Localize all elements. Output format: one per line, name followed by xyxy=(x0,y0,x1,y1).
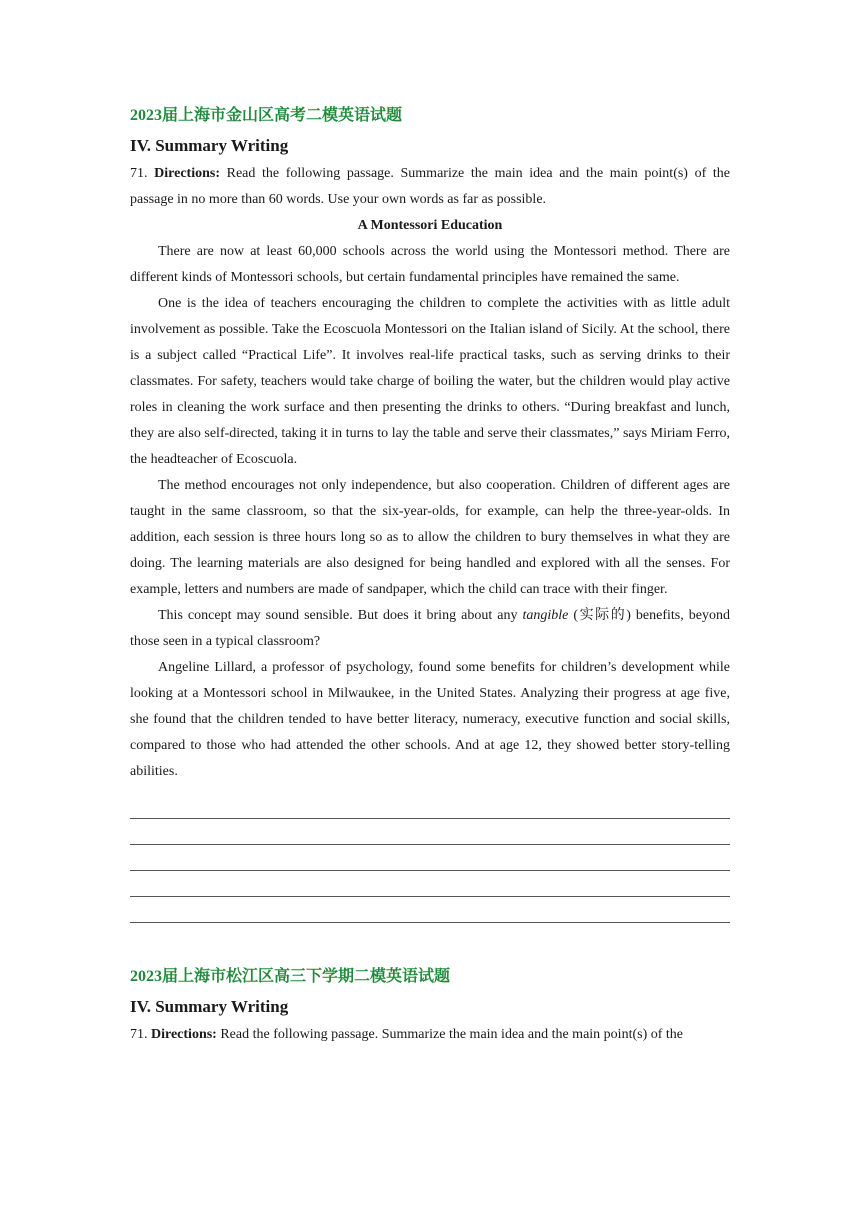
section-title: IV. Summary Writing xyxy=(130,997,289,1016)
answer-lines[interactable] xyxy=(130,793,730,923)
paragraph-4-text-b: (实际的) benefits, beyond those seen in a typical classroom? xyxy=(130,608,730,649)
directions-body: Read the following passage. Summarize the main idea and the main point(s) of the xyxy=(216,1027,683,1042)
section-title: IV. Summary Writing xyxy=(130,136,289,155)
exam-section-1 xyxy=(130,96,730,923)
passage-paragraph-4 xyxy=(130,603,730,655)
directions-label: Directions: xyxy=(154,166,220,181)
answer-line[interactable] xyxy=(130,871,730,897)
passage-paragraph-1: There are now at least 60,000 schools across the world using the Montessori method. There are different kinds of Montessori schools, but certain fundamental principles have remained the same. xyxy=(130,244,730,285)
passage-paragraph-3: The method encourages not only independence, but also cooperation. Children of different ages are taught in the same classroom, so that the six-year-olds, for example, can help the three-year-olds. In addition, each session is three hours long so as to allow the children to bury themselves in what they are doing. The learning materials are also designed for being handled and explored with all the senses. For example, letters and numbers are made of sandpaper, which the child can trace with their finger. xyxy=(130,478,730,597)
directions-text xyxy=(130,161,730,213)
question-number: 71. xyxy=(130,1027,151,1042)
answer-line[interactable] xyxy=(130,819,730,845)
directions-label: Directions: xyxy=(151,1027,217,1042)
answer-line[interactable] xyxy=(130,897,730,923)
answer-line[interactable] xyxy=(130,845,730,871)
tangible-word: tangible xyxy=(522,608,569,623)
answer-line[interactable] xyxy=(130,793,730,819)
exam-section-2 xyxy=(130,957,730,1048)
paragraph-4-text-a: This concept may sound sensible. But does it bring about any xyxy=(158,608,523,623)
question-number: 71. xyxy=(130,166,155,181)
exam-heading: 2023届上海市金山区高考二模英语试题 xyxy=(130,107,403,124)
passage-paragraph-5: Angeline Lillard, a professor of psychology, found some benefits for children’s development while looking at a Montessori school in Milwaukee, in the United States. Analyzing their progress at age five, she found that the children tended to have better literacy, numeracy, executive function and social skills, compared to those who had attended the other schools. And at age 12, they showed better story-telling abilities. xyxy=(130,660,730,779)
exam-heading: 2023届上海市松江区高三下学期二模英语试题 xyxy=(130,968,451,985)
directions-body: Read the following passage. Summarize the main idea and the main point(s) of the passage in no more than 60 words. Use your own words as far as possible. xyxy=(130,166,731,207)
document-page xyxy=(130,96,730,1048)
passage-title: A Montessori Education xyxy=(357,218,503,233)
passage-paragraph-2: One is the idea of teachers encouraging the children to complete the activities with as little adult involvement as possible. Take the Ecoscuola Montessori on the Italian island of Sicily. At the school, there is a subject called “Practical Life”. It involves real-life practical tasks, such as serving drinks to their classmates. For safety, teachers would take charge of boiling the water, but the children would play active roles in cleaning the work surface and then presenting the drinks to others. “During breakfast and lunch, they are also self-directed, taking it in turns to lay the table and serve their classmates,” says Miriam Ferro, the headteacher of Ecoscuola. xyxy=(130,296,730,467)
directions-text xyxy=(130,1022,730,1048)
